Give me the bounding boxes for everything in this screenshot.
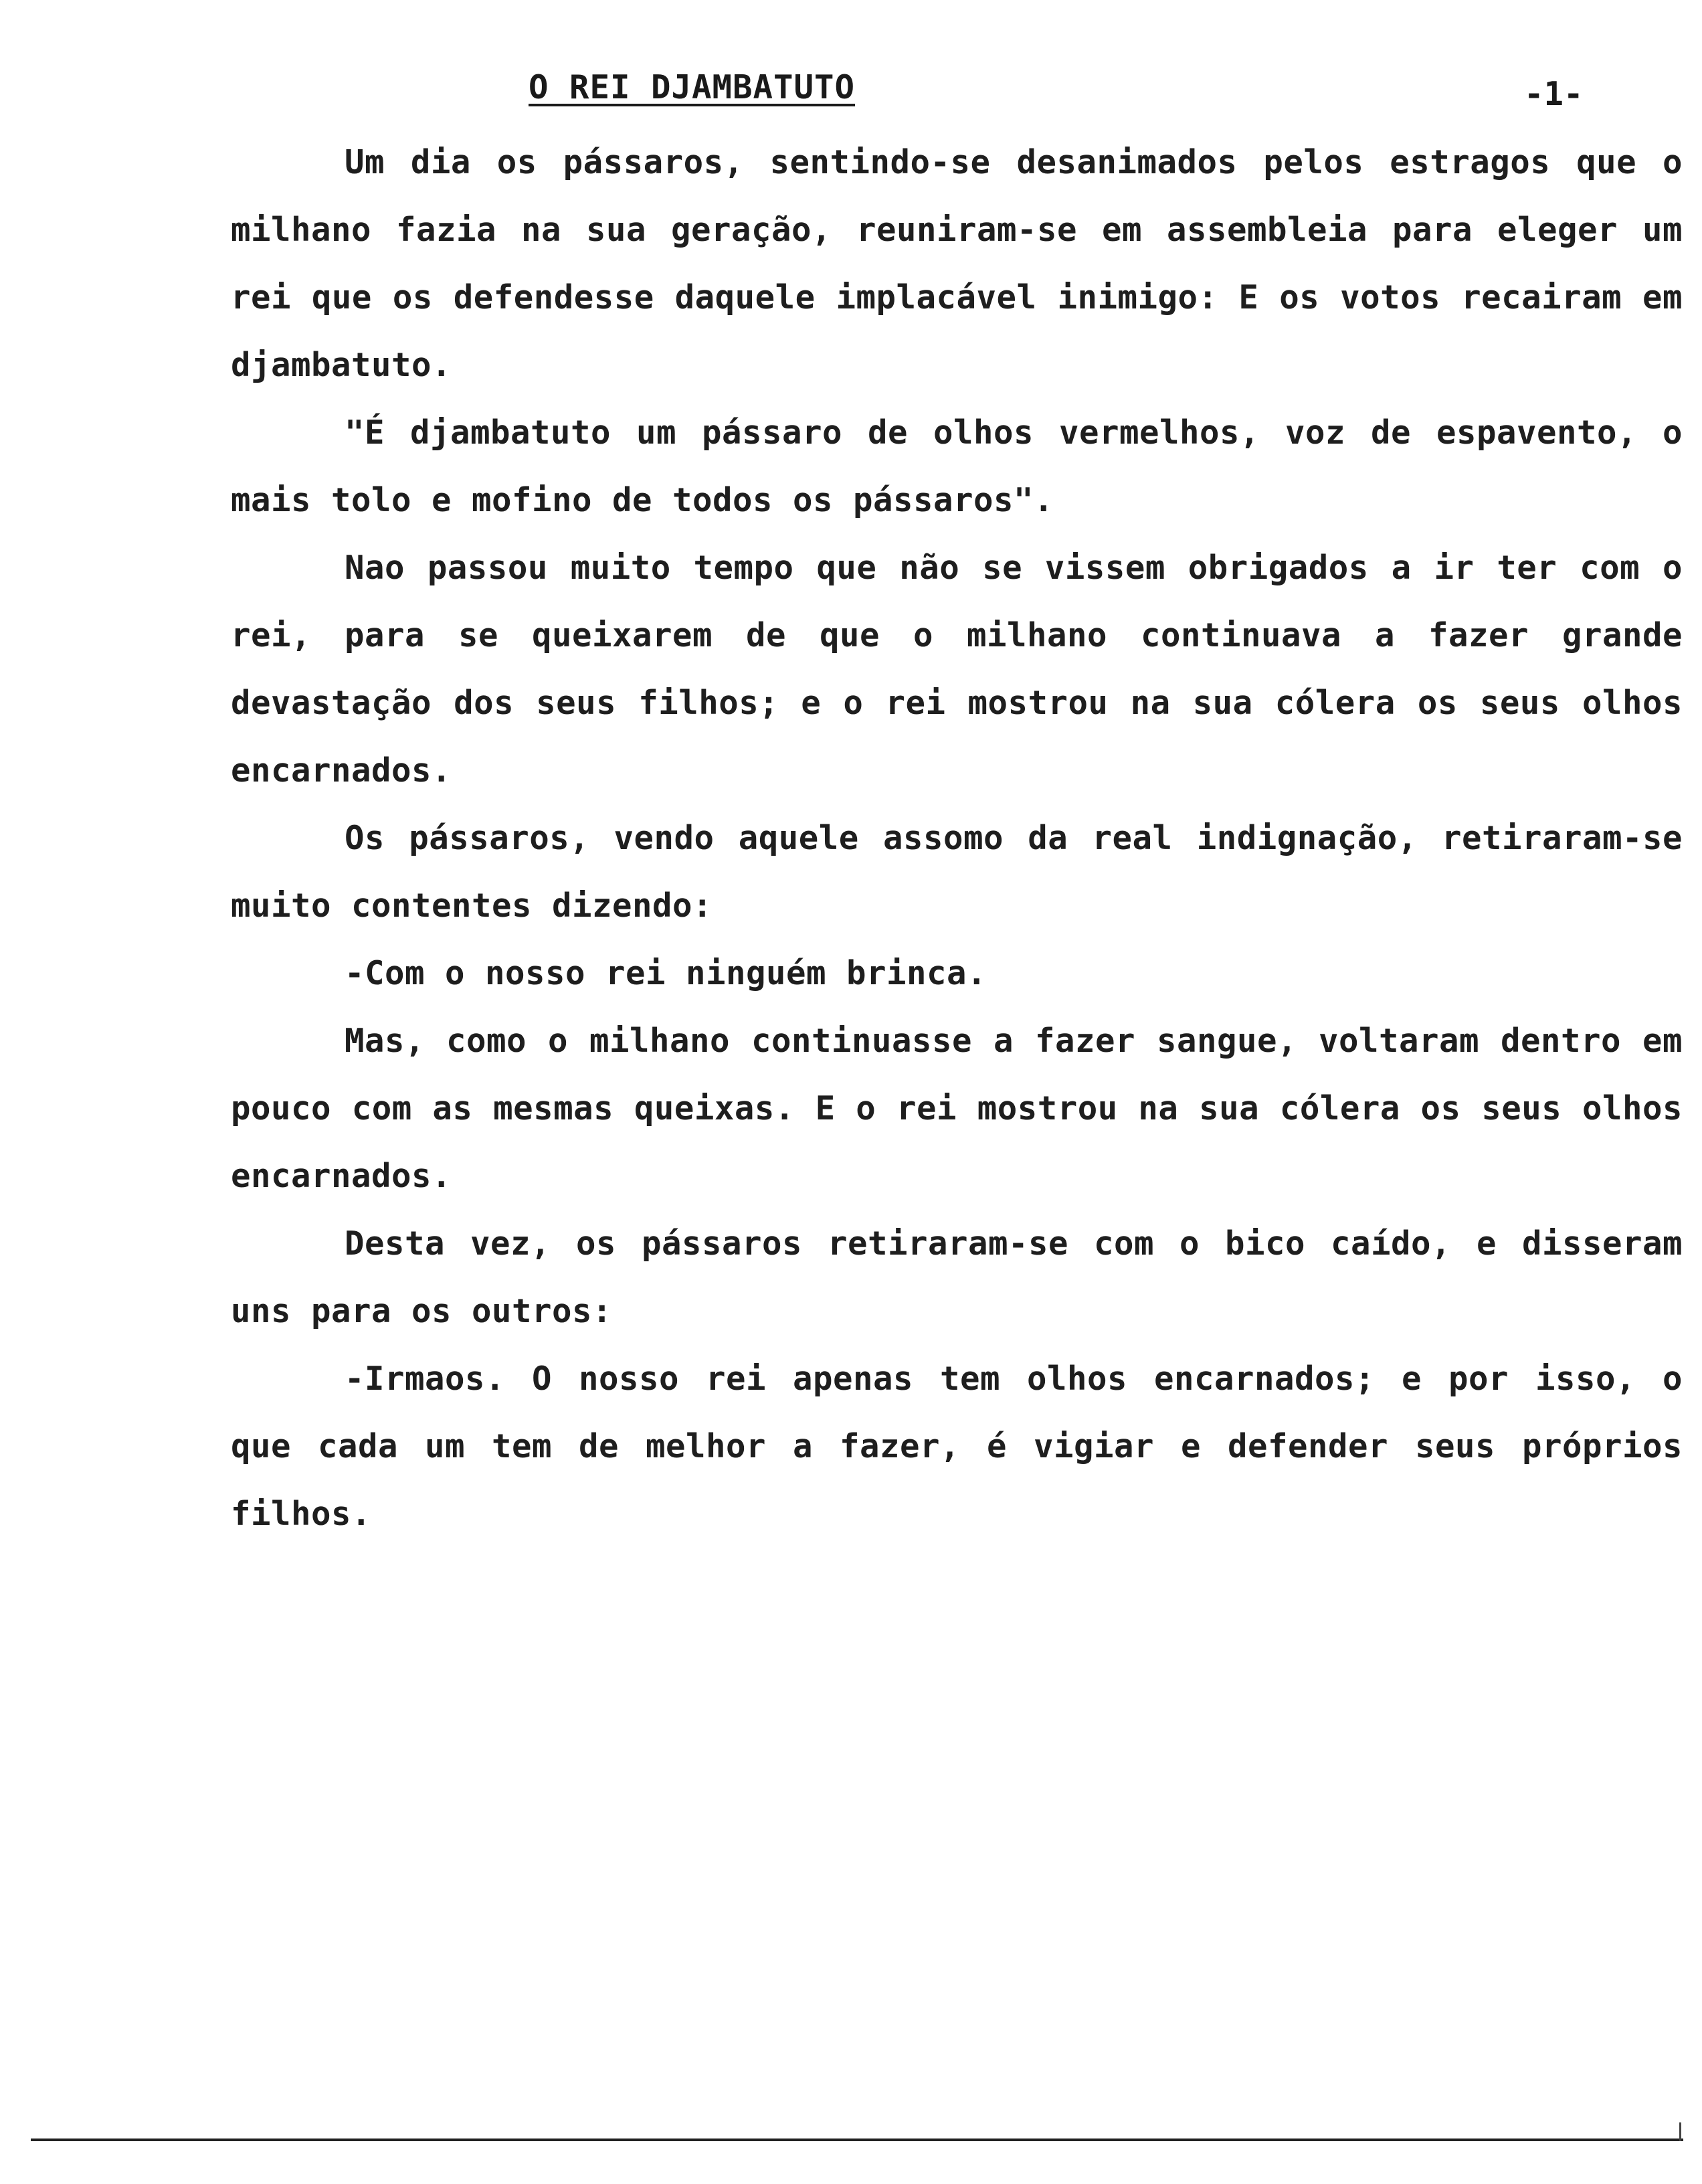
- paragraph-birds-content: Os pássaros, vendo aquele assomo da real indignação, retiraram-se muito contentes dizendo:: [231, 819, 1683, 925]
- bottom-rule-divider: [31, 2138, 1683, 2141]
- document-title: O REI DJAMBATUTO: [529, 68, 856, 106]
- paragraph-assembly: Um dia os pássaros, sentindo-se desanimados pelos estragos que o milhano fazia na sua geração, reuniram-se em assembleia para eleger um rei que os defendesse daquele implacável inimigo: E os votos recairam em djambatuto.: [231, 143, 1683, 384]
- paragraph-first-complaint: Nao passou muito tempo que não se vissem obrigados a ir ter com o rei, para se queixarem de que o milhano continuava a fazer grande devastação dos seus filhos; e o rei mostrou na sua cólera os seus olhos encarnados.: [231, 549, 1683, 790]
- paragraph-second-complaint: Mas, como o milhano continuasse a fazer sangue, voltaram dentro em pouco com as mesmas queixas. E o rei mostrou na sua cólera os seus olhos encarnados.: [231, 1022, 1683, 1195]
- paragraph-description: "É djambatuto um pássaro de olhos vermelhos, voz de espavento, o mais tolo e mofino de todos os pássaros".: [231, 414, 1683, 519]
- rule-tick-mark: [1679, 2122, 1681, 2141]
- dialogue-line-2: -Irmaos. O nosso rei apenas tem olhos encarnados; e por isso, o que cada um tem de melhor a fazer, é vigiar e defender seus próprios filhos.: [231, 1360, 1683, 1533]
- page-number: -1-: [1524, 75, 1584, 113]
- document-body: [231, 128, 1683, 1548]
- paragraph-beak-down: Desta vez, os pássaros retiraram-se com o bico caído, e disseram uns para os outros:: [231, 1224, 1683, 1330]
- dialogue-line-1: -Com o nosso rei ninguém brinca.: [345, 954, 987, 992]
